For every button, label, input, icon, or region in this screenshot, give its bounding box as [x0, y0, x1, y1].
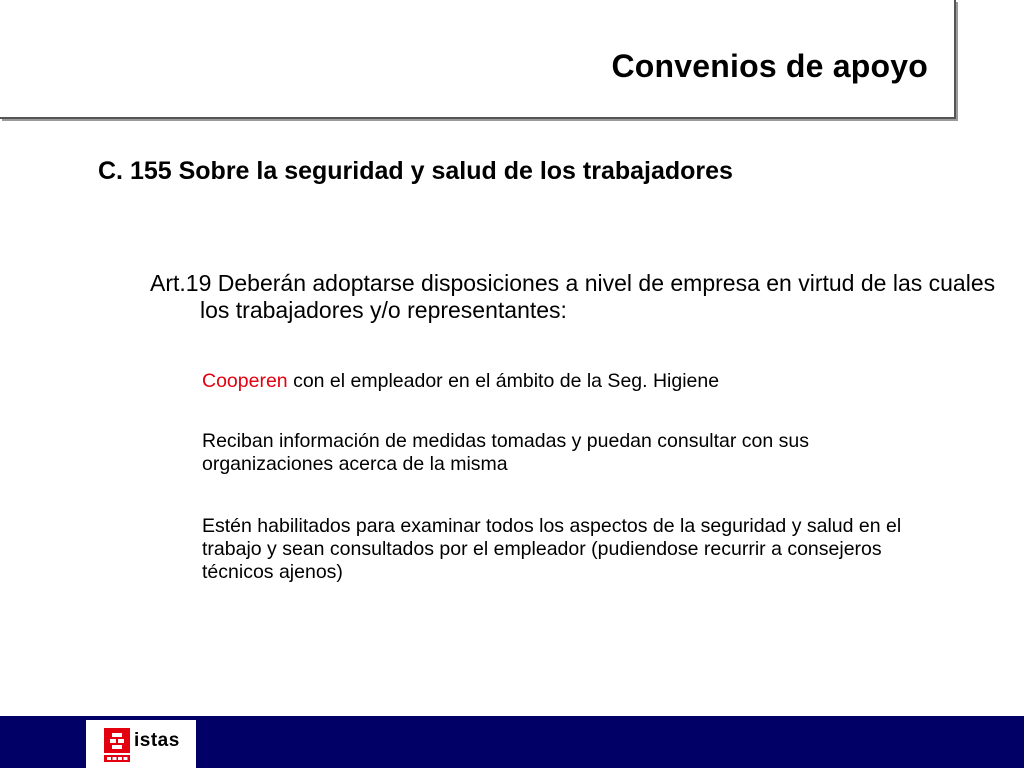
point-esten: Estén habilitados para examinar todos los aspectos de la seguridad y salud en el trabajo y sean consultados por el empleador (pudiendose recurrir a consejeros técnicos ajenos) [202, 515, 902, 583]
logo [86, 720, 196, 768]
point-text: con el empleador en el ámbito de la Seg. Higiene [287, 370, 720, 392]
logo-text: istas [134, 730, 180, 751]
point-cooperen [202, 370, 942, 393]
highlight-word: Cooperen [202, 370, 288, 392]
slide-subtitle: C. 155 Sobre la seguridad y salud de los trabajadores [98, 157, 733, 185]
ccoo-logo-icon [104, 728, 130, 762]
footer-bar [0, 716, 1024, 768]
article-text: Art.19 Deberán adoptarse disposiciones a nivel de empresa en virtud de las cuales los trabajadores y/o representantes: [150, 270, 996, 323]
point-reciban: Reciban información de medidas tomadas y puedan consultar con sus organizaciones acerca de la misma [202, 430, 810, 475]
slide-title: Convenios de apoyo [611, 48, 928, 84]
title-box [0, 0, 956, 119]
